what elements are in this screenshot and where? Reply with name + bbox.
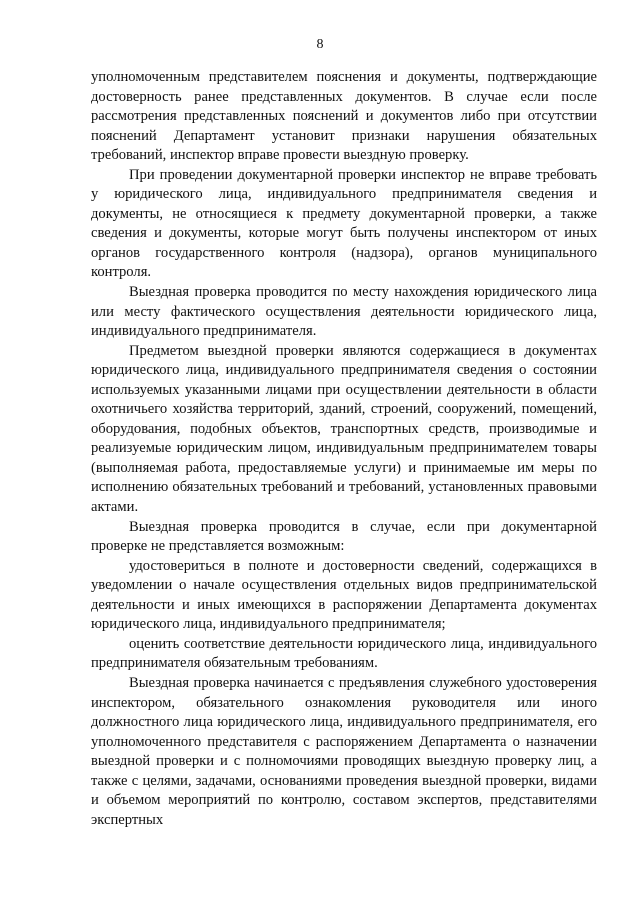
paragraph-continuation: уполномоченным представителем пояснения и документы, подтверждающие достоверность ранее представленных документов. В случае если после рассмотрения представленных пояснений и документов либо при отсутствии пояснений Департамент установит признаки нарушения обязательных требований, инспектор вправе провести выездную проверку.: [91, 69, 597, 164]
paragraph-documentary-check-limits: При проведении документарной проверки инспектор не вправе требовать у юридического лица, индивидуального предпринимателя сведения и документы, не относящиеся к предмету документарной проверки, а также сведения и документы, которые могут быть получены инспектором от иных органов государственного контроля (надзора), органов муниципального контроля.: [91, 166, 597, 281]
document-body: [91, 68, 597, 830]
page-number: 8: [316, 37, 324, 52]
list-item-assess-compliance: оценить соответствие деятельности юридического лица, индивидуального предпринимателя обязательным требованиям.: [91, 635, 597, 672]
paragraph-onsite-check-conditions: Выездная проверка проводится в случае, если при документарной проверке не представляется возможным:: [91, 518, 597, 555]
paragraph-onsite-check-subject: Предметом выездной проверки являются содержащиеся в документах юридического лица, индивидуального предпринимателя сведения о состоянии используемых указанными лицами при осуществлении деятельности в области охотничьего хозяйства территорий, зданий, строений, сооружений, помещений, оборудования, подобных объектов, транспортных средств, производимые и реализуемые юридическим лицом, индивидуальным предпринимателем товары (выполняемая работа, предоставляемые услуги) и принимаемые им меры по исполнению обязательных требований и требований, установленных правовыми актами.: [91, 342, 597, 516]
paragraph-onsite-check-location: Выездная проверка проводится по месту нахождения юридического лица или месту фактического осуществления деятельности юридического лица, индивидуального предпринимателя.: [91, 284, 597, 340]
paragraph-onsite-check-start: Выездная проверка начинается с предъявления служебного удостоверения инспектором, обязательного ознакомления руководителя или иного должностного лица юридического лица, индивидуального предпринимателя, его уполномоченного представителя с распоряжением Департамента о назначении выездной проверки и с полномочиями проводящих выездную проверку лиц, а также с целями, задачами, основаниями проведения выездной проверки, видами и объемом мероприятий по контролю, составом экспертов, представителями экспертных: [91, 674, 597, 828]
list-item-verify-completeness: удостовериться в полноте и достоверности сведений, содержащихся в уведомлении о начале осуществления отдельных видов предпринимательской деятельности и иных имеющихся в распоряжении Департамента документах юридического лица, индивидуального предпринимателя;: [91, 557, 597, 633]
